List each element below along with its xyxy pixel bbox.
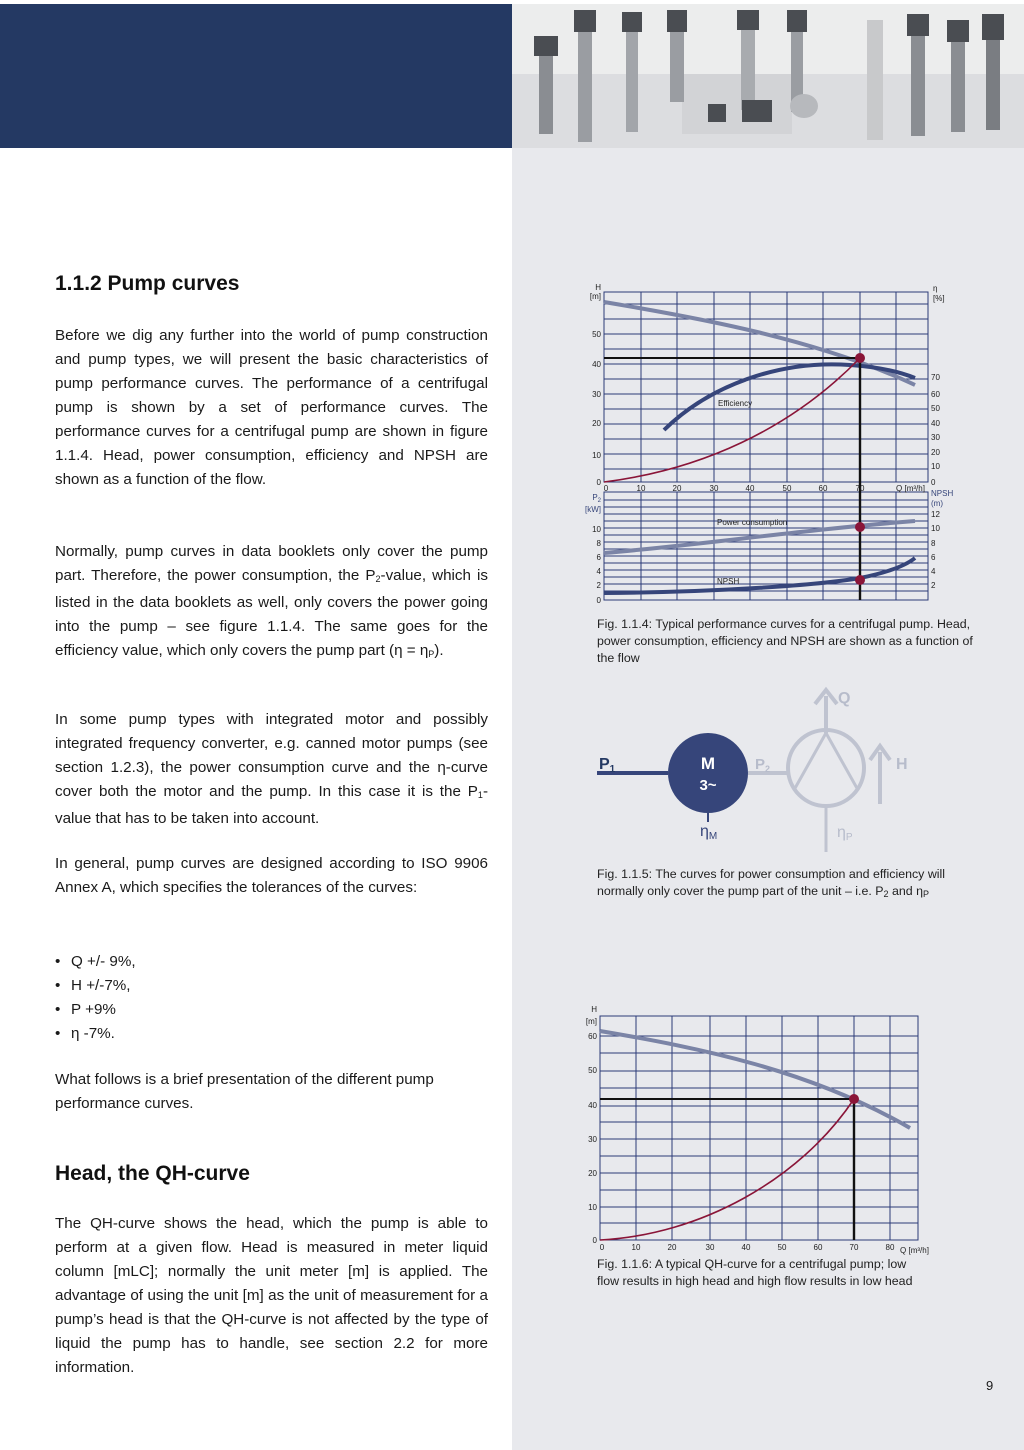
page-number: 9 — [986, 1378, 994, 1393]
tick-label: 60 — [813, 1243, 823, 1252]
axis-unit: [m] — [585, 1017, 597, 1026]
axis-label: η — [933, 284, 938, 293]
pump-efficiency-label: ηP — [837, 824, 853, 843]
figure-caption: Fig. 1.1.6: A typical QH-curve for a centrifugal pump; low flow results in high head and high flow results in low head — [597, 1257, 913, 1288]
paragraph-what-follows: What follows is a brief presentation of the different pump performance curves. — [55, 1071, 434, 1112]
section-heading: 1.1.2 Pump curves — [55, 272, 240, 295]
list-item: • η -7%. — [55, 1022, 136, 1046]
tick-label: 0 — [596, 596, 601, 605]
tick-label: 6 — [596, 553, 601, 562]
tick-label: 20 — [588, 1169, 597, 1178]
qh-curve — [600, 1031, 910, 1128]
pump-circle — [788, 730, 864, 806]
tick-label: 10 — [631, 1243, 641, 1252]
tick-label: 30 — [931, 433, 940, 442]
axis-unit: [kW] — [585, 505, 601, 514]
tick-label: 8 — [596, 539, 601, 548]
tick-label: 30 — [588, 1135, 597, 1144]
axis-label: Q [m³/h] — [900, 1246, 929, 1255]
paragraph-iso-tolerances: In general, pump curves are designed according to ISO 9906 Annex A, which specifies the tolerances of the curves: — [55, 855, 488, 896]
p1-label: P1 — [599, 756, 616, 775]
tick-label: 0 — [599, 1243, 605, 1252]
duty-point-marker — [849, 1094, 859, 1104]
tolerance-list — [55, 950, 136, 1046]
npsh-label: NPSH — [717, 577, 740, 586]
duty-point-marker — [855, 353, 865, 363]
list-item: • Q +/- 9%, — [55, 950, 136, 974]
flow-label: Q — [838, 690, 851, 707]
efficiency-label: Efficiency — [718, 399, 753, 408]
tick-label: 10 — [588, 1203, 597, 1212]
tick-label: 50 — [782, 484, 792, 493]
motor-phase-label: 3~ — [699, 777, 717, 794]
tick-label: 6 — [931, 553, 936, 562]
system-curve — [600, 1099, 854, 1240]
tick-label: 70 — [855, 484, 865, 493]
tick-label: 0 — [592, 1236, 597, 1245]
tick-label: 60 — [588, 1032, 597, 1041]
tick-label: 40 — [741, 1243, 751, 1252]
paragraph-data-booklets: Normally, pump curves in data booklets only cover the pump part. Therefore, the power consumption, the $P_2$-value, which is listed in the data booklets as well, only covers the power going into the pump – see figure 1.1.4. The same goes for the efficiency value, which only covers the pump part $(\eta = \eta_P)$. — [55, 543, 488, 659]
tick-label: 8 — [931, 539, 936, 548]
tick-label: 30 — [592, 390, 601, 399]
motor-label: M — [700, 754, 716, 773]
tick-label: 40 — [588, 1101, 597, 1110]
tick-label: 20 — [592, 419, 601, 428]
qh-section-heading: Head, the QH-curve — [55, 1162, 250, 1185]
tick-label: 10 — [636, 484, 646, 493]
qh-curve — [604, 302, 915, 385]
tick-label: 4 — [596, 567, 601, 576]
tick-label: 2 — [596, 581, 601, 590]
tick-label: 40 — [592, 360, 601, 369]
paragraph-integrated-motor: In some pump types with integrated motor and possibly integrated frequency converter, e.g. canned motor pumps (see section 1.2.3), the power consumption curve and the η-curve cover both the motor and the pump. In this case it is the $P_1$-value that has to be taken into account. — [55, 711, 488, 827]
tick-label: 10 — [592, 525, 601, 534]
tick-label: 10 — [931, 462, 940, 471]
head-label: H — [896, 756, 908, 773]
tick-label: 0 — [603, 484, 609, 493]
tick-label: 30 — [709, 484, 719, 493]
figure-caption: Fig. 1.1.4: Typical performance curves for a centrifugal pump. Head, power consumption, efficiency and NPSH are shown as a function of the flow — [597, 617, 973, 665]
tick-label: 60 — [818, 484, 828, 493]
tick-label: 10 — [931, 524, 940, 533]
tick-label: 50 — [777, 1243, 787, 1252]
tick-label: 40 — [745, 484, 755, 493]
axis-label: Q [m³/h] — [896, 484, 925, 493]
duty-point-marker — [855, 575, 865, 585]
paragraph-qh-curve: The QH-curve shows the head, which the pump is able to perform at a given flow. Head is measured in meter liquid column [mLC]; normally the unit meter [m] is applied. The advantage of using the unit [m] as the unit of measurement for a pump’s head is that the QH-curve is not affected by the type of liquid the pump has to handle, see section 2.2 for more information. — [55, 1215, 488, 1376]
axis-label: H — [595, 283, 601, 292]
axis-label: NPSH — [931, 489, 954, 498]
system-curve — [604, 358, 860, 482]
axis-label: $P_2$ — [592, 493, 601, 504]
tick-label: 50 — [592, 330, 601, 339]
performance-curves-figure — [0, 0, 1024, 720]
qh-curve-figure — [560, 1000, 960, 1260]
list-item: • H +/-7%, — [55, 974, 136, 998]
motor-circle — [668, 733, 748, 813]
tick-label: 10 — [592, 451, 601, 460]
tick-label: 20 — [672, 484, 682, 493]
axis-unit: [m] — [589, 292, 601, 301]
tick-label: 80 — [885, 1243, 895, 1252]
motor-pump-diagram — [560, 684, 980, 864]
figure-caption: Fig. 1.1.5: The curves for power consumption and efficiency will normally only cover the pump part of the unit – i.e. $P_2$ and $\eta_P$ — [597, 867, 946, 899]
motor-efficiency-label: ηM — [700, 823, 718, 842]
tick-label: 50 — [588, 1066, 597, 1075]
efficiency-curve — [664, 364, 915, 430]
tick-label: 70 — [931, 373, 940, 382]
tick-label: 30 — [705, 1243, 715, 1252]
tick-label: 4 — [931, 567, 936, 576]
axis-label: H — [591, 1005, 597, 1014]
tick-label: 12 — [931, 510, 940, 519]
tick-label: 0 — [931, 478, 936, 487]
p2-label: $P_2$ — [755, 756, 771, 774]
axis-unit: (m) — [931, 499, 943, 508]
tick-label: 20 — [667, 1243, 677, 1252]
list-item: • P +9% — [55, 998, 136, 1022]
tick-label: 60 — [931, 390, 940, 399]
paragraph-intro: Before we dig any further into the world of pump construction and pump types, we will present the basic characteristics of pump performance curves. The performance of a centrifugal pump is shown by a set of performance curves. The performance curves for a centrifugal pump are shown in figure 1.1.4. Head, power consumption, efficiency and NPSH are shown as a function of the flow. — [55, 327, 488, 488]
tick-label: 2 — [931, 581, 936, 590]
tick-label: 20 — [931, 448, 940, 457]
duty-point-marker — [855, 522, 865, 532]
tick-label: 70 — [849, 1243, 859, 1252]
tick-label: 50 — [931, 404, 940, 413]
tick-label: 40 — [931, 419, 940, 428]
power-consumption-label: Power consumption — [717, 518, 788, 527]
tick-label: 0 — [596, 478, 601, 487]
axis-unit: [%] — [933, 294, 945, 303]
